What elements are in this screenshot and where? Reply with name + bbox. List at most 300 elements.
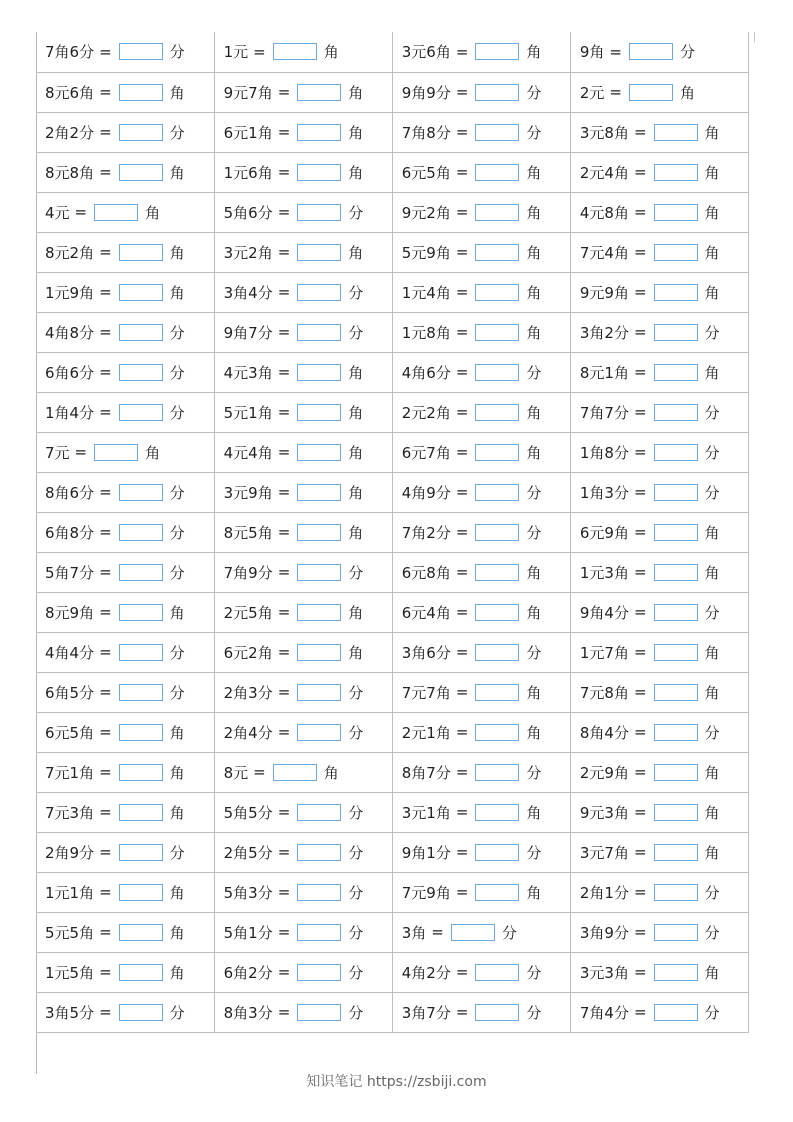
worksheet-row [36,72,749,112]
equals-sign: = [633,523,647,541]
problem-cell [392,272,570,312]
answer-box[interactable] [475,844,519,861]
answer-unit: 角 [526,283,542,302]
problem-cell [214,952,392,992]
problem-text: 1元5角 [45,963,95,982]
problem-cell [392,992,570,1032]
answer-box[interactable] [119,1004,163,1021]
equals-sign: = [277,523,291,541]
equals-sign: = [455,1003,469,1021]
answer-box[interactable] [475,164,519,181]
equals-sign: = [455,763,469,781]
answer-box[interactable] [119,124,163,141]
equals-sign: = [277,923,291,941]
problem-text: 5角6分 [223,203,273,222]
answer-box[interactable] [475,1004,519,1021]
problem-cell [36,792,214,832]
answer-unit: 分 [348,883,364,902]
problem-cell [36,952,214,992]
equals-sign: = [277,403,291,421]
answer-box[interactable] [297,724,341,741]
problem-text: 2元1角 [401,723,451,742]
problem-text: 7元4角 [579,243,629,262]
worksheet-row [36,872,749,912]
answer-box[interactable] [94,204,138,221]
problem-cell [36,432,214,472]
problem-text: 3元2角 [223,243,273,262]
answer-unit: 分 [169,43,185,62]
answer-unit: 角 [704,363,720,382]
answer-box[interactable] [119,684,163,701]
equals-sign: = [277,723,291,741]
answer-box[interactable] [475,124,519,141]
equals-sign: = [99,603,112,621]
answer-box[interactable] [654,804,698,821]
problem-cell [570,792,748,832]
answer-unit: 分 [526,1003,542,1022]
answer-unit: 分 [169,403,185,422]
equals-sign: = [277,683,291,701]
answer-unit: 分 [348,323,364,342]
worksheet-row [36,512,749,552]
answer-unit: 分 [348,563,364,582]
conversion-worksheet [36,32,749,1033]
answer-box[interactable] [119,844,163,861]
answer-box[interactable] [297,604,341,621]
equals-sign: = [99,243,112,261]
problem-text: 9元9角 [579,283,629,302]
problem-cell [36,232,214,272]
answer-box[interactable] [654,324,698,341]
answer-box[interactable] [475,204,519,221]
equals-sign: = [277,803,291,821]
equals-sign: = [455,443,469,461]
answer-box[interactable] [119,284,163,301]
worksheet-row [36,992,749,1032]
answer-box[interactable] [654,964,698,981]
problem-cell [570,672,748,712]
problem-text: 8元1角 [579,363,629,382]
answer-unit: 分 [348,923,364,942]
answer-unit: 分 [348,963,364,982]
answer-box[interactable] [297,924,341,941]
equals-sign: = [633,123,647,141]
answer-unit: 角 [526,243,542,262]
problem-text: 7元8角 [579,683,629,702]
problem-text: 5角5分 [223,803,273,822]
answer-box[interactable] [119,324,163,341]
answer-box[interactable] [297,564,341,581]
answer-box[interactable] [297,524,341,541]
problem-cell [392,752,570,792]
answer-box[interactable] [475,244,519,261]
answer-unit: 分 [169,523,185,542]
equals-sign: = [455,283,469,301]
equals-sign: = [633,763,647,781]
equals-sign: = [633,803,647,821]
problem-text: 7角6分 [45,43,95,62]
answer-box[interactable] [273,764,317,781]
answer-box[interactable] [654,604,698,621]
answer-unit: 角 [704,283,720,302]
answer-unit: 分 [526,643,542,662]
answer-box[interactable] [297,484,341,501]
answer-box[interactable] [119,604,163,621]
answer-unit: 角 [169,923,185,942]
answer-unit: 分 [169,323,185,342]
answer-box[interactable] [629,43,673,60]
answer-box[interactable] [119,884,163,901]
answer-box[interactable] [297,324,341,341]
problem-cell [36,392,214,432]
answer-unit: 分 [169,843,185,862]
answer-box[interactable] [297,364,341,381]
answer-box[interactable] [654,444,698,461]
worksheet-row [36,192,749,232]
answer-box[interactable] [475,724,519,741]
equals-sign: = [633,363,647,381]
problem-text: 2元 [579,83,605,102]
problem-cell [570,632,748,672]
answer-unit: 角 [704,683,720,702]
answer-box[interactable] [119,564,163,581]
equals-sign: = [455,803,469,821]
answer-unit: 角 [169,963,185,982]
answer-box[interactable] [629,84,673,101]
answer-unit: 分 [704,483,720,502]
answer-box[interactable] [475,484,519,501]
answer-unit: 角 [526,883,542,902]
answer-unit: 角 [169,283,185,302]
answer-box[interactable] [119,964,163,981]
answer-box[interactable] [119,364,163,381]
problem-cell [570,112,748,152]
answer-box[interactable] [654,1004,698,1021]
problem-cell [214,112,392,152]
problem-cell [36,272,214,312]
answer-box[interactable] [297,244,341,261]
problem-cell [214,712,392,752]
problem-cell [36,472,214,512]
problem-cell [392,912,570,952]
problem-cell [36,152,214,192]
answer-box[interactable] [475,764,519,781]
problem-text: 4角8分 [45,323,95,342]
problem-cell [36,512,214,552]
answer-box[interactable] [297,804,341,821]
answer-unit: 角 [169,603,185,622]
answer-unit: 角 [704,763,720,782]
problem-text: 4元4角 [223,443,273,462]
answer-box[interactable] [654,844,698,861]
problem-cell [36,872,214,912]
problem-cell [36,752,214,792]
problem-text: 3元8角 [579,123,629,142]
problem-cell [214,72,392,112]
problem-text: 3元9角 [223,483,273,502]
answer-box[interactable] [297,164,341,181]
answer-box[interactable] [475,364,519,381]
answer-unit: 分 [704,923,720,942]
equals-sign: = [633,603,647,621]
equals-sign: = [277,483,291,501]
answer-box[interactable] [475,684,519,701]
problem-text: 2角3分 [223,683,273,702]
answer-unit: 角 [348,443,364,462]
problem-text: 7元7角 [401,683,451,702]
problem-cell [214,432,392,472]
problem-cell [392,392,570,432]
equals-sign: = [99,83,112,101]
answer-box[interactable] [475,444,519,461]
answer-box[interactable] [297,644,341,661]
equals-sign: = [253,42,266,61]
equals-sign: = [633,403,647,421]
equals-sign: = [277,603,291,621]
answer-unit: 角 [526,563,542,582]
problem-cell [214,392,392,432]
answer-box[interactable] [119,164,163,181]
answer-unit: 角 [348,523,364,542]
answer-unit: 角 [348,243,364,262]
answer-box[interactable] [654,484,698,501]
problem-cell [392,152,570,192]
equals-sign: = [99,363,112,381]
problem-text: 1元9角 [45,283,95,302]
problem-text: 9角7分 [223,323,273,342]
answer-box[interactable] [297,444,341,461]
problem-cell [392,512,570,552]
answer-unit: 角 [169,163,185,182]
equals-sign: = [455,643,469,661]
problem-text: 8元5角 [223,523,273,542]
equals-sign: = [277,203,291,221]
answer-unit: 角 [704,563,720,582]
answer-box[interactable] [119,84,163,101]
problem-text: 4元8角 [579,203,629,222]
answer-box[interactable] [654,244,698,261]
equals-sign: = [277,963,291,981]
problem-cell [570,72,748,112]
answer-box[interactable] [475,404,519,421]
answer-box[interactable] [119,924,163,941]
answer-box[interactable] [297,284,341,301]
answer-box[interactable] [297,1004,341,1021]
answer-unit: 角 [526,723,542,742]
worksheet-row [36,592,749,632]
equals-sign: = [455,963,469,981]
answer-unit: 分 [526,763,542,782]
answer-box[interactable] [119,524,163,541]
answer-box[interactable] [475,564,519,581]
equals-sign: = [277,443,291,461]
answer-box[interactable] [654,724,698,741]
answer-unit: 角 [704,963,720,982]
answer-unit: 角 [704,243,720,262]
answer-box[interactable] [297,404,341,421]
answer-box[interactable] [451,924,495,941]
problem-cell [392,352,570,392]
problem-cell [570,312,748,352]
equals-sign: = [609,42,622,61]
equals-sign: = [633,483,647,501]
answer-box[interactable] [654,884,698,901]
problem-cell [570,552,748,592]
answer-box[interactable] [297,204,341,221]
equals-sign: = [455,523,469,541]
worksheet-row [36,432,749,472]
equals-sign: = [455,363,469,381]
footer-watermark: 知识笔记 https://zsbiji.com [306,1074,487,1090]
problem-cell [570,712,748,752]
answer-box[interactable] [119,804,163,821]
answer-box[interactable] [654,684,698,701]
answer-box[interactable] [475,284,519,301]
answer-box[interactable] [654,284,698,301]
answer-box[interactable] [119,484,163,501]
answer-unit: 分 [704,603,720,622]
worksheet-row [36,392,749,432]
equals-sign: = [253,763,266,781]
problem-cell [570,152,748,192]
answer-box[interactable] [654,164,698,181]
problem-text: 6角6分 [45,363,95,382]
answer-unit: 分 [169,483,185,502]
problem-cell [214,472,392,512]
answer-box[interactable] [475,604,519,621]
problem-cell [214,792,392,832]
answer-unit: 分 [169,643,185,662]
equals-sign: = [99,563,112,581]
answer-unit: 角 [145,443,161,462]
answer-box[interactable] [297,844,341,861]
problem-text: 8角7分 [401,763,451,782]
answer-box[interactable] [654,764,698,781]
answer-box[interactable] [654,924,698,941]
problem-cell [36,592,214,632]
problem-cell [392,672,570,712]
problem-text: 6角2分 [223,963,273,982]
equals-sign: = [455,843,469,861]
answer-box[interactable] [119,764,163,781]
equals-sign: = [277,83,291,101]
answer-unit: 分 [704,403,720,422]
answer-box[interactable] [119,404,163,421]
problem-text: 3角6分 [401,643,451,662]
answer-box[interactable] [297,684,341,701]
worksheet-body [36,32,749,1032]
equals-sign: = [99,1003,112,1021]
problem-text: 3角5分 [45,1003,95,1022]
problem-text: 6元9角 [579,523,629,542]
problem-text: 4角9分 [401,483,451,502]
answer-box[interactable] [654,404,698,421]
equals-sign: = [277,243,291,261]
problem-text: 9元7角 [223,83,273,102]
problem-cell [36,112,214,152]
answer-box[interactable] [119,724,163,741]
answer-unit: 分 [526,483,542,502]
problem-cell [570,472,748,512]
answer-unit: 角 [526,603,542,622]
answer-box[interactable] [475,644,519,661]
problem-text: 3元7角 [579,843,629,862]
problem-cell [392,232,570,272]
answer-unit: 角 [704,123,720,142]
equals-sign: = [455,163,469,181]
problem-text: 2角5分 [223,843,273,862]
problem-cell [214,992,392,1032]
worksheet-row [36,912,749,952]
answer-unit: 角 [526,443,542,462]
problem-text: 8角3分 [223,1003,273,1022]
problem-cell [214,152,392,192]
answer-box[interactable] [475,84,519,101]
answer-box[interactable] [475,43,519,60]
problem-cell [570,32,748,72]
problem-text: 7元1角 [45,763,95,782]
answer-box[interactable] [654,644,698,661]
answer-box[interactable] [297,84,341,101]
equals-sign: = [455,123,469,141]
answer-box[interactable] [654,564,698,581]
equals-sign: = [99,523,112,541]
answer-box[interactable] [119,644,163,661]
answer-box[interactable] [475,884,519,901]
equals-sign: = [99,42,112,61]
problem-text: 3角7分 [401,1003,451,1022]
answer-unit: 角 [526,203,542,222]
answer-unit: 分 [526,523,542,542]
answer-box[interactable] [475,324,519,341]
answer-box[interactable] [273,43,317,60]
problem-cell [392,432,570,472]
answer-box[interactable] [475,964,519,981]
answer-box[interactable] [654,524,698,541]
worksheet-row [36,112,749,152]
answer-unit: 角 [526,683,542,702]
problem-text: 1元 [223,43,249,62]
equals-sign: = [633,163,647,181]
problem-cell [36,552,214,592]
problem-text: 6元2角 [223,643,273,662]
answer-unit: 角 [169,243,185,262]
answer-box[interactable] [119,43,163,60]
problem-text: 6角8分 [45,523,95,542]
answer-box[interactable] [119,244,163,261]
problem-text: 1元7角 [579,643,629,662]
equals-sign: = [455,203,469,221]
answer-box[interactable] [654,124,698,141]
answer-box[interactable] [297,124,341,141]
answer-box[interactable] [297,884,341,901]
answer-unit: 角 [526,43,542,62]
answer-box[interactable] [297,964,341,981]
answer-box[interactable] [475,524,519,541]
answer-box[interactable] [654,364,698,381]
answer-unit: 角 [526,803,542,822]
answer-box[interactable] [654,204,698,221]
answer-unit: 分 [348,683,364,702]
answer-unit: 角 [323,763,339,782]
answer-box[interactable] [94,444,138,461]
problem-text: 5元5角 [45,923,95,942]
answer-box[interactable] [475,804,519,821]
problem-cell [392,552,570,592]
problem-cell [392,472,570,512]
equals-sign: = [277,283,291,301]
problem-text: 8元2角 [45,243,95,262]
